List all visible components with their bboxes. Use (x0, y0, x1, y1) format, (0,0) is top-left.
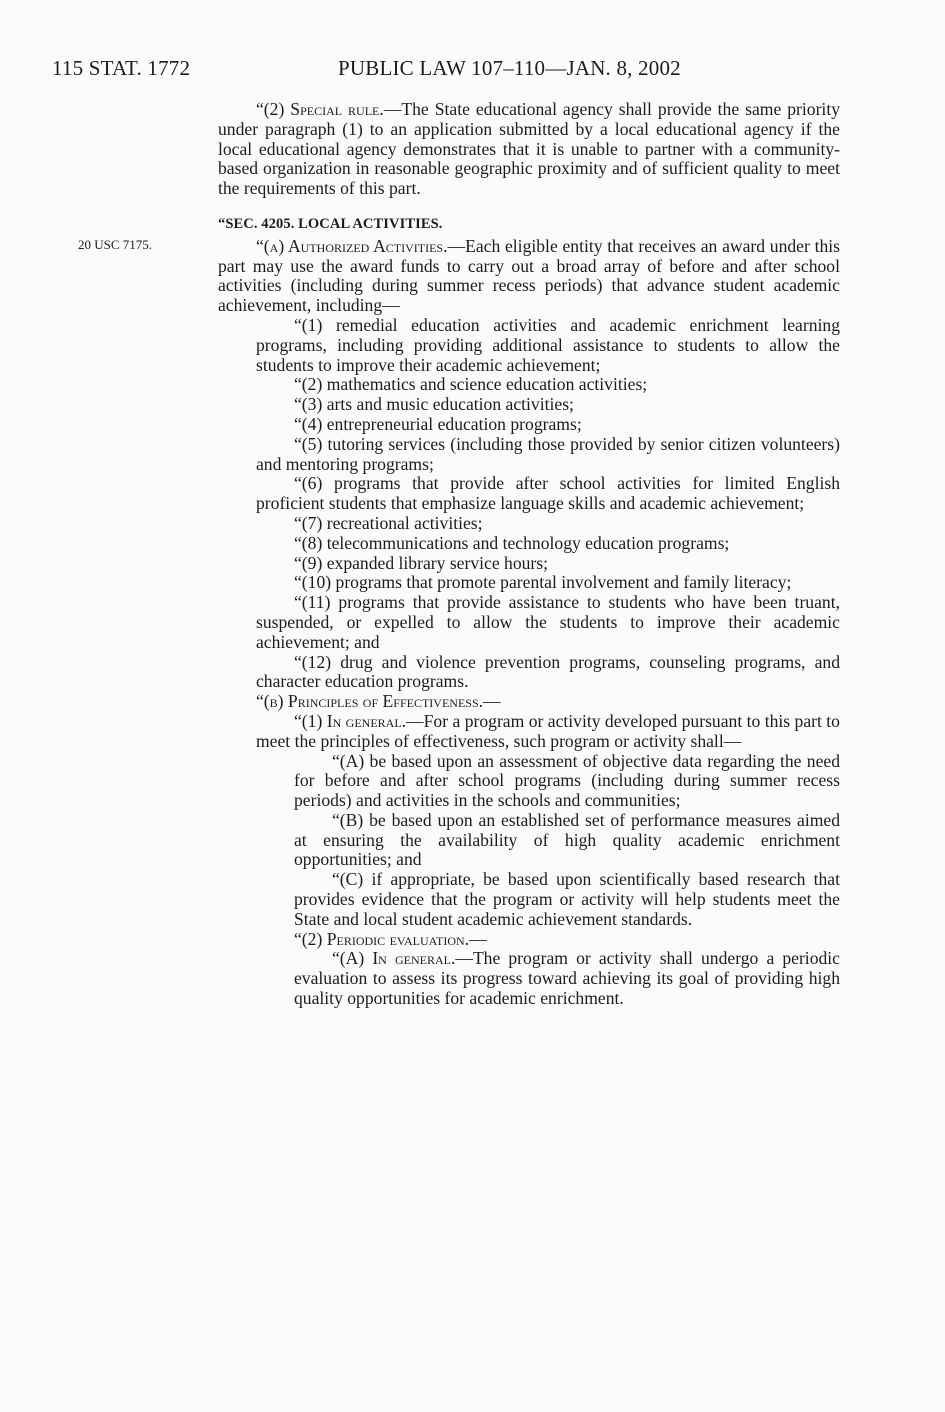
list-item-a5: “(5) tutoring services (including those provided by senior citizen volunteers) and mentoring programs; (256, 433, 840, 474)
b2A-heading: “(A) In general. (332, 948, 456, 969)
list-item-a12: “(12) drug and violence prevention programs, counseling programs, and character education programs. (256, 651, 840, 692)
list-item-a9: “(9) expanded library service hours; (294, 552, 549, 573)
paragraph-b: “(b) Principles of Effectiveness.— (256, 691, 501, 712)
list-item-a8: “(8) telecommunications and technology education programs; (294, 532, 730, 553)
stat-page-number: 115 STAT. 1772 (52, 56, 191, 80)
subsection-b-heading: “(b) Principles of Effectiveness. (256, 691, 484, 712)
margin-citation: 20 USC 7175. (78, 237, 153, 252)
list-item-a10: “(10) programs that promote parental involvement and family literacy; (294, 572, 792, 593)
document-body (218, 100, 840, 1009)
list-item-a7: “(7) recreational activities; (294, 512, 483, 533)
list-item-a4: “(4) entrepreneurial education programs; (294, 413, 582, 434)
paragraph-b1: “(1) In general.—For a program or activity developed pursuant to this part to meet the principles of effectiveness, such program or activity shall— (256, 710, 840, 751)
list-item-bA: “(A) be based upon an assessment of objective data regarding the need for before and after school programs (including during summer recess periods) and activities in the schools and communities; (294, 750, 840, 811)
public-law-title: PUBLIC LAW 107–110—JAN. 8, 2002 (338, 56, 681, 80)
special-rule-heading: “(2) Special rule. (256, 99, 384, 119)
list-item-a2: “(2) mathematics and science education activities; (294, 374, 648, 395)
paragraph-a: “(a) Authorized Activities.—Each eligible entity that receives an award under this part may use the award funds to carry out a broad array of before and after school activities (including during summer recess periods) that advance student academic achievement, including— (218, 235, 840, 316)
b1-heading: “(1) In general. (294, 710, 407, 731)
list-item-a6: “(6) programs that provide after school activities for limited English proficient students that emphasize language skills and academic achievement; (256, 473, 840, 514)
section-heading: “SEC. 4205. LOCAL ACTIVITIES. (218, 215, 443, 232)
list-item-bB: “(B) be based upon an established set of performance measures aimed at ensuring the availability of high quality academic enrichment opportunities; and (294, 809, 840, 870)
list-item-a1: “(1) remedial education activities and academic enrichment learning programs, including providing additional assistance to students to allow the students to improve their academic achievement; (256, 314, 840, 375)
paragraph-b2A: “(A) In general.—The program or activity shall undergo a periodic evaluation to assess its progress toward achieving its goal of providing high quality opportunities for academic enrichment. (294, 948, 840, 1009)
page-header (52, 56, 752, 86)
subsection-a-heading: “(a) Authorized Activities. (256, 235, 448, 256)
list-item-a3: “(3) arts and music education activities; (294, 394, 574, 415)
b2-heading: “(2) Periodic evaluation. (294, 928, 470, 949)
paragraph-special-rule: “(2) Special rule.—The State educational agency shall provide the same priority under paragraph (1) to an application submitted by a local educational agency if the local educational agency demonstrates that it is unable to partner with a community-based organization in reasonable geographic proximity and of sufficient quality to meet the requirements of this part. (218, 99, 841, 199)
list-item-bC: “(C) if appropriate, be based upon scientifically based research that provides evidence that the program or activity will help students meet the State and local student academic achievement standards. (294, 869, 840, 929)
list-item-a11: “(11) programs that provide assistance to students who have been truant, suspended, or expelled to allow the students to improve their academic achievement; and (256, 592, 840, 652)
paragraph-b2: “(2) Periodic evaluation.— (294, 928, 487, 949)
